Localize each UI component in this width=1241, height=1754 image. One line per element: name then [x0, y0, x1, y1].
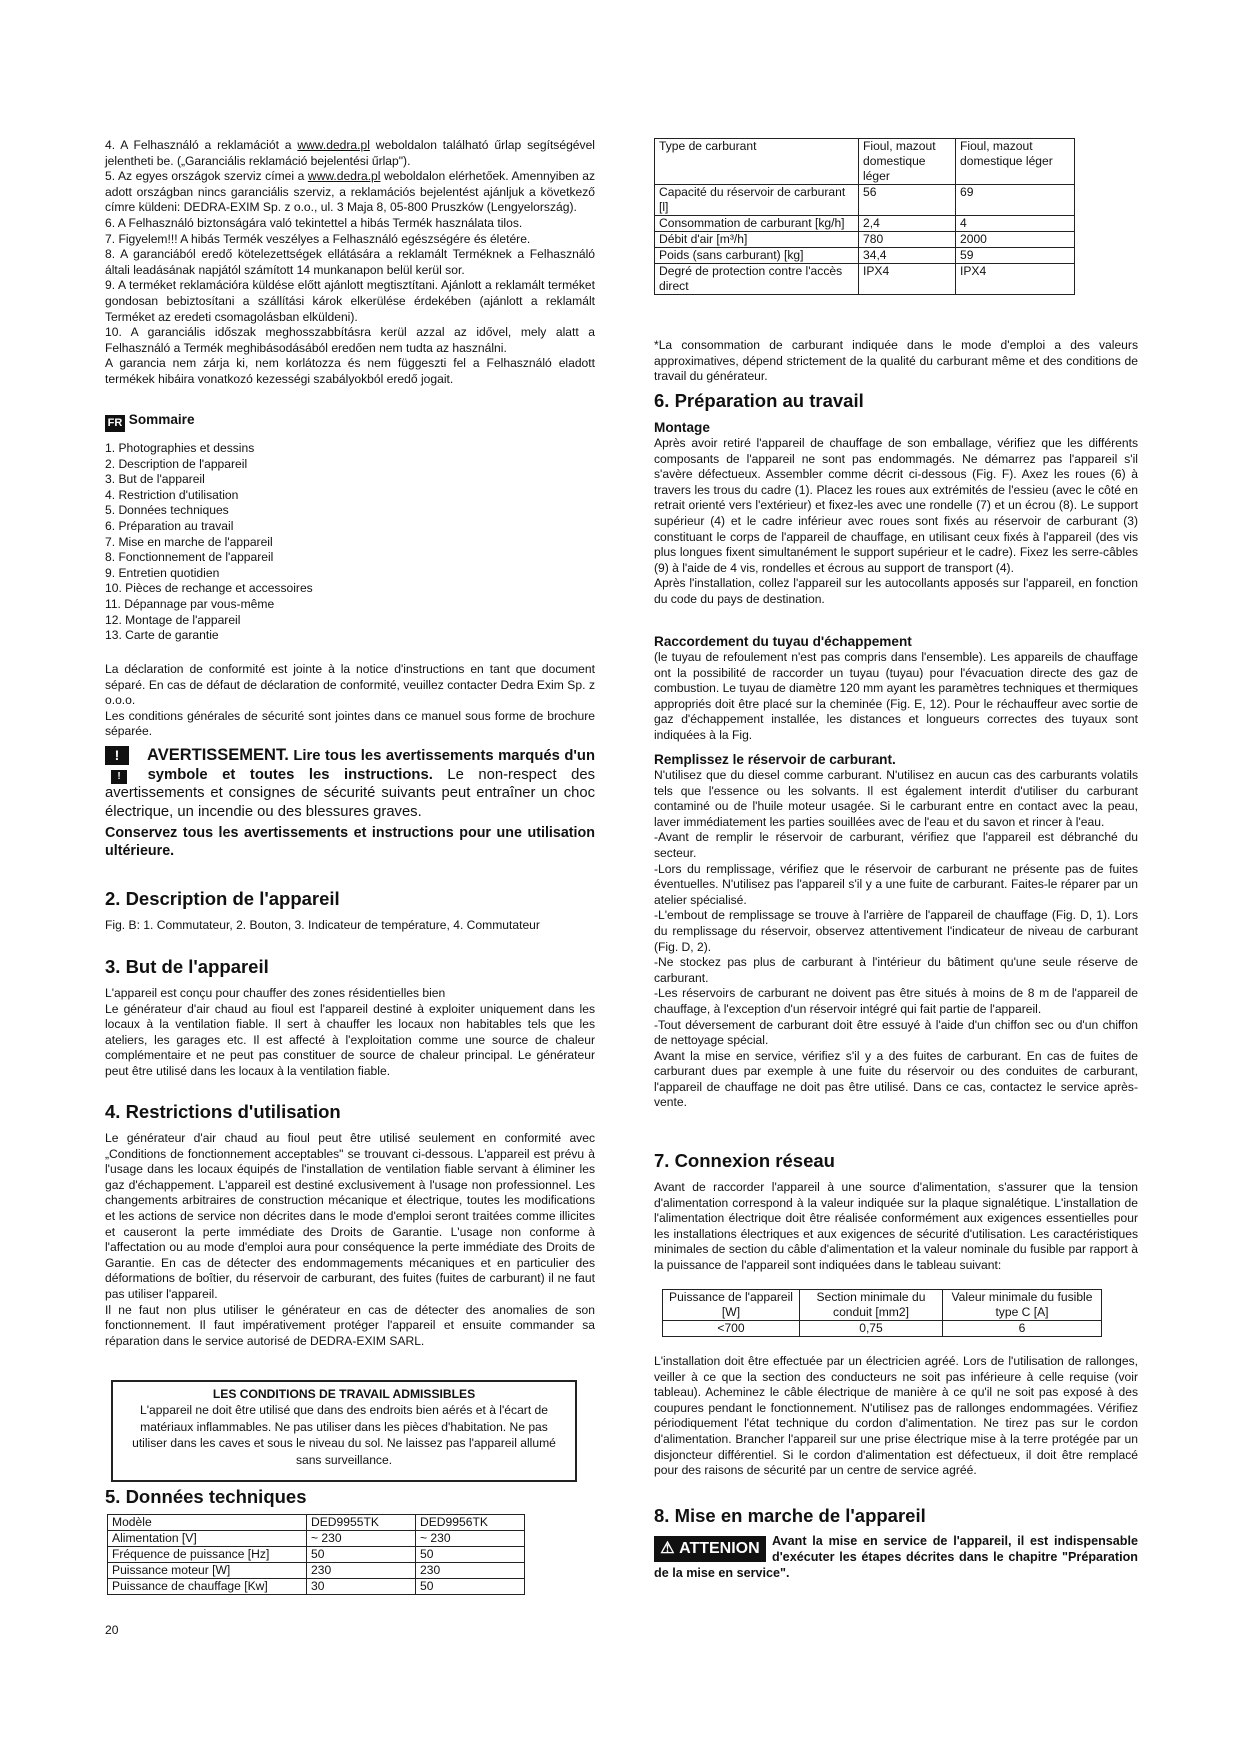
- table-row: Alimentation [V] ~ 230 ~ 230: [108, 1531, 525, 1547]
- attention-badge-icon: ⚠ ATTENION: [654, 1536, 766, 1562]
- exhaust-pipe-text: (le tuyau de refoulement n'est pas compris dans l'ensemble). Les appareils de chauffage ont la possibilité de raccorder un tuyau (tuyau) pour l'évacuation directe des gaz de combustion. Le tuyau de diamètre 120 mm ayant les paramètres techniques et thermiques appropriés doit être placé sur la cheminée (Fig. E, 12). Pour le réchauffeur avec sortie de gaz d'échappement installée, les distances et longueurs correctes des tuyaux sont indiquées à la Fig.: [654, 650, 1139, 742]
- section-2-title: 2. Description de l'appareil: [105, 888, 340, 909]
- fr-flag-icon: FR: [105, 415, 125, 432]
- hungarian-warranty-block: [105, 138, 595, 388]
- table-row: Modèle DED9955TK DED9956TK: [108, 1515, 525, 1531]
- section-3-title: 3. But de l'appareil: [105, 956, 269, 977]
- fill-tank-title: Remplissez le réservoir de carburant.: [654, 752, 896, 767]
- montage-title: Montage: [654, 420, 710, 435]
- fuse-table: [662, 1289, 1102, 1337]
- declaration-block: [105, 662, 595, 740]
- exhaust-pipe-title: Raccordement du tuyau d'échappement: [654, 634, 912, 649]
- list-item[interactable]: 11. Dépannage par vous-même: [105, 596, 275, 611]
- list-item[interactable]: 13. Carte de garantie: [105, 628, 219, 643]
- sommaire-list: [105, 441, 595, 644]
- table-row: Poids (sans carburant) [kg] 34,4 59: [655, 248, 1075, 264]
- list-item[interactable]: 12. Montage de l'appareil: [105, 612, 241, 627]
- conditions-text: L'appareil ne doit être utilisé que dans des endroits bien aérés et à l'écart de matériaux inflammables. Ne pas utiliser dans les pièces d'habitation. Ne pas utiliser dans les caves et sous le niveau du sol. Ne laissez pas l'appareil allumé sans surveillance.: [132, 1403, 556, 1467]
- safety-conditions-text: Les conditions générales de sécurité sont jointes dans ce manuel sous forme de brochure séparée.: [105, 708, 595, 739]
- fill-tank-text: N'utilisez que du diesel comme carburant. N'utilisez en aucun cas des carburants volatils tels que l'essence ou les solvants. Il est également interdit d'utiliser du carburant contaminé ou de l'huile moteur usagée. Si le carburant entre en contact avec la peau, laver immédiatement les parties souillées avec de l'eau et du savon et rincer à l'eau. -Avant de remplir le réservoir de carburant, vérifiez que l'appareil est débranché du secteur. -Lors du remplissage, vérifiez que le réservoir de carburant ne présente pas de fuites éventuelles. N'utilisez pas l'appareil s'il y a une fuite de carburant. Faites-le réparer par un atelier spécialisé. -L'embout de remplissage se trouve à l'arrière de l'appareil de chauffage (Fig. D, 1). Lors du remplissage du réservoir, observez attentivement l'indicateur de niveau de carburant (Fig. D, 2). -Ne stockez pas plus de carburant à l'intérieur du bâtiment qu'une seule réserve de carburant. -Les réservoirs de carburant ne doivent pas être situés à moins de 8 m de l'appareil de chauffage, à l'exception d'un réservoir intégré qui fait partie de l'appareil. -Tout déversement de carburant doit être essuyé à l'aide d'un chiffon sec ou d'un chiffon de nettoyage spécial. Avant la mise en service, vérifiez s'il y a des fuites de carburant. En cas de fuites de carburant dues par exemple à une fuite du réservoir ou des conduites de carburant, l'appareil de chauffage ne doit pas être utilisé. Dans ce cas, contactez le service après-vente.: [654, 768, 1138, 1110]
- section-8-title: 8. Mise en marche de l'appareil: [654, 1505, 926, 1526]
- conditions-box: [111, 1380, 577, 1482]
- table-row: Fréquence de puissance [Hz] 50 50: [108, 1547, 525, 1563]
- sommaire-heading: FR Sommaire: [105, 411, 195, 432]
- technical-data-table: [107, 1514, 525, 1595]
- list-item[interactable]: 1. Photographies et dessins: [105, 441, 255, 455]
- page-number: 20: [105, 1623, 119, 1637]
- list-item[interactable]: 5. Données techniques: [105, 503, 229, 518]
- list-item[interactable]: 2. Description de l'appareil: [105, 456, 248, 471]
- hu-paragraph-11: A garancia nem zárja ki, nem korlátozza és nem függeszti fel a Felhasználó eladott termékek hibáira vonatkozó kezességi szabályokból eredő jogait.: [105, 356, 595, 386]
- section-2-text: Fig. B: 1. Commutateur, 2. Bouton, 3. Indicateur de température, 4. Commutateur: [105, 918, 540, 932]
- hu-paragraph-6: 6. A Felhasználó biztonságára való tekintettel a hibás Termék használata tilos.: [105, 215, 523, 230]
- list-item[interactable]: 7. Mise en marche de l'appareil: [105, 534, 273, 549]
- section-6-title: 6. Préparation au travail: [654, 390, 864, 411]
- section-8-text: ⚠ ATTENION Avant la mise en service de l'appareil, il est indispensable d'exécuter les étapes décrites dans le chapitre "Préparation de la mise en service".: [654, 1534, 1138, 1580]
- hu-paragraph-4: 4. A Felhasználó a reklamációt a www.dedra.pl weboldalon található űrlap segítségével jelentheti be. („Garanciális reklamáció bejelentési űrlap").: [105, 138, 595, 168]
- dedra-link[interactable]: www.dedra.pl: [297, 138, 370, 152]
- list-item[interactable]: 6. Préparation au travail: [105, 518, 234, 533]
- warning-paragraph: ! AVERTISSEMENT. Lire tous les avertissements marqués d'un ! symbole et toutes les instructions. Le non-respect des avertissements et consignes de sécurité suivants peut entraîner un choc électrique, un incendie ou des blessures graves.: [105, 746, 595, 820]
- dedra-link-2[interactable]: www.dedra.pl: [307, 169, 381, 184]
- warning-symbol-icon: !: [111, 770, 127, 784]
- section-7-title: 7. Connexion réseau: [654, 1150, 835, 1171]
- section-5-title: 5. Données techniques: [105, 1486, 307, 1507]
- hu-paragraph-8: 8. A garanciából eredő kötelezettségek ellátására a reklamált Terméknek a Felhasználó általi leadásának napjától számított 14 munkanapon belül kerül sor.: [105, 247, 595, 277]
- hu-paragraph-9: 9. A terméket reklamációra küldése előtt ajánlott megtisztítani. Ajánlott a reklamált terméket gondosan bebiztosítani a szállítási károk elkerülése érdekében (ajánlott a reklamált Terméket az eredeti csomagolásban elküldeni).: [105, 278, 595, 324]
- table-row: Puissance de chauffage [Kw] 30 50: [108, 1579, 525, 1595]
- conditions-title: LES CONDITIONS DE TRAVAIL ADMISSIBLES: [212, 1387, 476, 1401]
- fuel-consumption-note: *La consommation de carburant indiquée dans le mode d'emploi a des valeurs approximatives, dépend strictement de la qualité du carburant même et des conditions de travail du générateur.: [654, 338, 1138, 384]
- section-4-title: 4. Restrictions d'utilisation: [105, 1101, 341, 1122]
- table-row: Consommation de carburant [kg/h] 2,4 4: [655, 216, 1075, 232]
- section-4-text: Le générateur d'air chaud au fioul peut être utilisé seulement en conformité avec „Conditions de fonctionnement acceptables" se trouvant ci-dessous. L'appareil est prévu à l'usage dans les locaux équipés de l'installation de ventilation fiable servant à éliminer les gaz d'échappement. L'appareil est destiné exclusivement à l'usage non professionnel. Les changements arbitraires de construction mécanique et électrique, toutes les modifications et les actions de service non décrites dans le mode d'emploi seront traitées comme illicites et causeront la perte immédiate des Droits de Garantie. L'usage non conforme à l'affectation ou au mode d'emploi aura pour conséquence la perte immédiate des Droits de Garantie. En cas de détecter des endommagements mécaniques et en particulier des déformations de boîtier, du réservoir de carburant, des fuites (fuites de carburant) il ne faut pas utiliser l'appareil. Il ne faut non plus utiliser le générateur en cas de détecter des anomalies de son fonctionnement. Il faut impérativement protéger l'appareil et ensuite commander sa réparation dans le service autorisé de DEDRA-EXIM SARL.: [105, 1131, 595, 1348]
- warning-title: AVERTISSEMENT.: [147, 746, 289, 764]
- table-row: Capacité du réservoir de carburant [l] 56 69: [655, 185, 1075, 216]
- table-row: Puissance de l'appareil [W] Section minimale du conduit [mm2] Valeur minimale du fusible type C [A]: [663, 1290, 1102, 1321]
- hu-paragraph-5: 5. Az egyes országok szerviz címei a www.dedra.pl weboldalon elérhetőek. Amennyiben az adott országban nincs garanciális szerviz, a reklamációs bejelentést ajánljuk a következő címre küldeni: DEDRA-EXIM Sp. z o.o., ul. 3 Maja 8, 05-800 Pruszków (Lengyelország).: [105, 169, 595, 215]
- hu-paragraph-7: 7. Figyelem!!! A hibás Termék veszélyes a Felhasználó egészségére és életére.: [105, 231, 531, 246]
- list-item[interactable]: 3. But de l'appareil: [105, 472, 205, 487]
- list-item[interactable]: 4. Restriction d'utilisation: [105, 487, 239, 502]
- declaration-text: La déclaration de conformité est jointe à la notice d'instructions en tant que document séparé. En cas de défaut de déclaration de conformité, veuillez contacter Dedra Exim Sp. z o.o.o.: [105, 662, 595, 708]
- warning-keep-text: Conservez tous les avertissements et instructions pour une utilisation ultérieure.: [105, 825, 595, 859]
- list-item[interactable]: 8. Fonctionnement de l'appareil: [105, 550, 274, 565]
- table-row: Débit d'air [m³/h] 780 2000: [655, 232, 1075, 248]
- section-3-text: L'appareil est conçu pour chauffer des zones résidentielles bien Le générateur d'air chaud au fioul est l'appareil destiné à exploiter uniquement dans les locaux à la ventilation fiable. Il sert à chauffer les locaux non habitables tels que les ateliers, les garages etc. Il est affecté à l'exploitation comme une source de chaleur complémentaire et ne peut pas constituer de source de chaleur principal. Le générateur peut être utilisé dans les locaux à la ventilation fiable.: [105, 986, 595, 1078]
- warning-icon: !: [105, 746, 129, 765]
- technical-data-table-continued: [654, 138, 1075, 295]
- table-row: <700 0,75 6: [663, 1321, 1102, 1337]
- table-row: Type de carburant Fioul, mazout domestique léger Fioul, mazout domestique léger: [655, 139, 1075, 185]
- list-item[interactable]: 10. Pièces de rechange et accessoires: [105, 581, 313, 596]
- hu-paragraph-10: 10. A garanciális időszak meghosszabbításra kerül azzal az idővel, mely alatt a Felhasználó a Termék meghibásodásából eredően nem tudta az használni.: [105, 325, 595, 355]
- table-row: Degré de protection contre l'accès direct IPX4 IPX4: [655, 264, 1075, 295]
- table-row: Puissance moteur [W] 230 230: [108, 1563, 525, 1579]
- list-item[interactable]: 9. Entretien quotidien: [105, 565, 220, 580]
- section-7-text: Avant de raccorder l'appareil à une source d'alimentation, s'assurer que la tension d'alimentation correspond à la valeur indiquée sur la plaque signalétique. L'installation de l'alimentation électrique doit être réalisée conformément aux exigences essentielles pour les installations électriques et aux exigences de sécurité d'utilisation. Les caractéristiques minimales de section du câble d'alimentation et la valeur nominale du fusible par rapport à la puissance de l'appareil sont indiquées dans le tableau suivant:: [654, 1180, 1138, 1272]
- montage-text: Après avoir retiré l'appareil de chauffage de son emballage, vérifiez que les différents composants de l'appareil ne sont pas endommagés. Ne démarrez pas l'appareil s'il s'avère défectueux. Assembler comme décrit ci-dessous (Fig. F). Axez les roues (6) à travers les trous du cadre (1). Placez les roues aux extrémités de l'essieu (avec le côté en retrait orienté vers l'extérieur) et fixez-les avec une rondelle (7) et un écrou (8). Le support supérieur (4) et le cadre inférieur avec roues sont fixés au réservoir de carburant (3) constituant le corps de l'appareil de chauffage, en utilisant ceux fixés à l'appareil (des vis plus longues fixent simultanément le support supérieur et le cadre). Fixez les serre-câbles (9) à l'aide de 4 vis, rondelles et écrous au support de transport (4). Après l'installation, collez l'appareil sur les autocollants apposés sur l'appareil, en fonction du code du pays de destination.: [654, 436, 1138, 606]
- warning-block: [105, 746, 595, 861]
- section-7-text-2: L'installation doit être effectuée par un électricien agréé. Lors de l'utilisation de rallonges, veiller à ce que la section des conducteurs ne soit pas inférieure à celle requise (voir tableau). Acheminez le câble électrique de manière à ce qu'il ne soit pas exposé à des coupures pendant le fonctionnement. N'utilisez pas de rallonges endommagées. Vérifiez périodiquement l'état technique du cordon d'alimentation. Ne tirez pas sur le cordon d'alimentation. Brancher l'appareil sur une prise électrique mise à la terre protégée par un disjoncteur différentiel. Si le cordon d'alimentation est défectueux, il doit être remplacé pour des raisons de sécurité par un centre de service agréé.: [654, 1354, 1138, 1478]
